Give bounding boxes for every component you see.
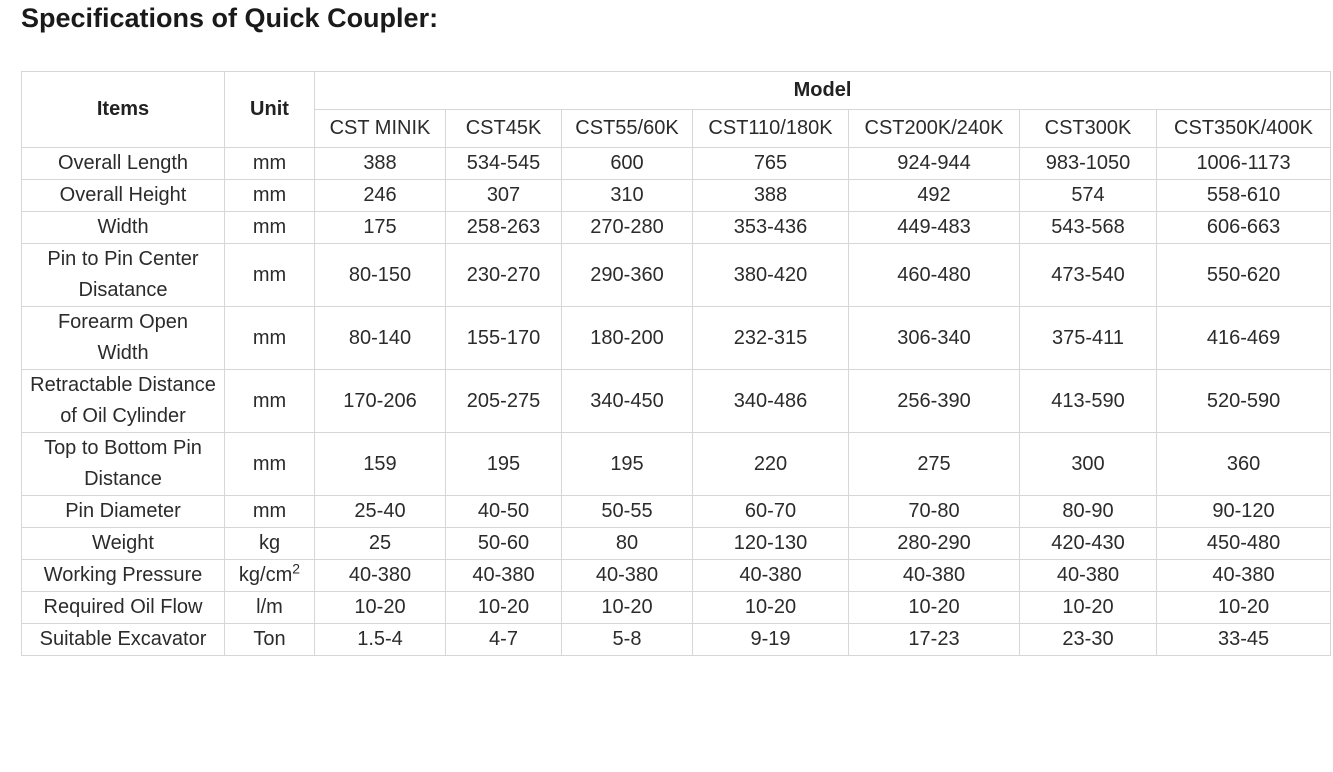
value-cell: 258-263 (446, 212, 562, 244)
value-cell: 460-480 (849, 244, 1020, 307)
value-cell: 420-430 (1020, 528, 1157, 560)
value-cell: 220 (693, 433, 849, 496)
value-cell: 534-545 (446, 148, 562, 180)
model-name: CST55/60K (562, 110, 693, 148)
value-cell: 275 (849, 433, 1020, 496)
value-cell: 10-20 (1020, 592, 1157, 624)
unit-text: kg/cm (238, 564, 293, 586)
unit-text: mm (252, 326, 287, 349)
model-name: CST200K/240K (849, 110, 1020, 148)
model-header: Model (315, 72, 1331, 110)
unit-cell (225, 560, 315, 592)
value-cell: 543-568 (1020, 212, 1157, 244)
unit-cell (225, 624, 315, 656)
value-cell: 270-280 (562, 212, 693, 244)
value-cell: 449-483 (849, 212, 1020, 244)
table-body (22, 148, 1331, 656)
value-cell: 983-1050 (1020, 148, 1157, 180)
table-row (22, 528, 1331, 560)
value-cell: 300 (1020, 433, 1157, 496)
table-row (22, 212, 1331, 244)
item-cell: Overall Height (22, 180, 225, 212)
value-cell: 230-270 (446, 244, 562, 307)
item-cell: Weight (22, 528, 225, 560)
table-row (22, 180, 1331, 212)
unit-text: l/m (256, 596, 283, 618)
value-cell: 155-170 (446, 307, 562, 370)
value-cell: 340-486 (693, 370, 849, 433)
value-cell: 520-590 (1157, 370, 1331, 433)
table-row (22, 244, 1331, 307)
value-cell: 80 (562, 528, 693, 560)
value-cell: 33-45 (1157, 624, 1331, 656)
item-cell: Top to Bottom Pin Distance (22, 433, 225, 496)
value-cell: 40-380 (315, 560, 446, 592)
unit-text: mm (252, 216, 287, 238)
item-cell: Width (22, 212, 225, 244)
value-cell: 175 (315, 212, 446, 244)
item-cell: Retractable Distance of Oil Cylinder (22, 370, 225, 433)
value-cell: 4-7 (446, 624, 562, 656)
unit-cell (225, 307, 315, 370)
value-cell: 492 (849, 180, 1020, 212)
model-name: CST MINIK (315, 110, 446, 148)
item-cell: Required Oil Flow (22, 592, 225, 624)
model-name: CST350K/400K (1157, 110, 1331, 148)
value-cell: 558-610 (1157, 180, 1331, 212)
item-cell: Pin to Pin Center Disatance (22, 244, 225, 307)
value-cell: 450-480 (1157, 528, 1331, 560)
value-cell: 310 (562, 180, 693, 212)
value-cell: 765 (693, 148, 849, 180)
value-cell: 90-120 (1157, 496, 1331, 528)
unit-header: Unit (225, 72, 315, 148)
unit-cell (225, 433, 315, 496)
value-cell: 10-20 (1157, 592, 1331, 624)
value-cell: 306-340 (849, 307, 1020, 370)
value-cell: 5-8 (562, 624, 693, 656)
value-cell: 256-390 (849, 370, 1020, 433)
value-cell: 40-380 (1157, 560, 1331, 592)
item-cell: Pin Diameter (22, 496, 225, 528)
item-cell: Forearm Open Width (22, 307, 225, 370)
table-row (22, 496, 1331, 528)
unit-cell (225, 148, 315, 180)
value-cell: 375-411 (1020, 307, 1157, 370)
value-cell: 40-380 (849, 560, 1020, 592)
value-cell: 40-380 (693, 560, 849, 592)
unit-cell (225, 592, 315, 624)
unit-cell (225, 370, 315, 433)
value-cell: 246 (315, 180, 446, 212)
item-cell: Working Pressure (22, 560, 225, 592)
value-cell: 70-80 (849, 496, 1020, 528)
value-cell: 307 (446, 180, 562, 212)
value-cell: 550-620 (1157, 244, 1331, 307)
value-cell: 50-60 (446, 528, 562, 560)
unit-cell (225, 212, 315, 244)
value-cell: 170-206 (315, 370, 446, 433)
value-cell: 180-200 (562, 307, 693, 370)
value-cell: 80-150 (315, 244, 446, 307)
value-cell: 1.5-4 (315, 624, 446, 656)
unit-cell (225, 244, 315, 307)
unit-text: mm (252, 184, 287, 206)
value-cell: 80-140 (315, 307, 446, 370)
value-cell: 473-540 (1020, 244, 1157, 307)
unit-text: mm (252, 389, 287, 412)
value-cell: 25-40 (315, 496, 446, 528)
model-name: CST110/180K (693, 110, 849, 148)
value-cell: 380-420 (693, 244, 849, 307)
table-row (22, 370, 1331, 433)
unit-cell (225, 496, 315, 528)
unit-text: mm (252, 452, 287, 475)
value-cell: 195 (562, 433, 693, 496)
table-row (22, 592, 1331, 624)
unit-superscript: 2 (292, 560, 301, 577)
value-cell: 290-360 (562, 244, 693, 307)
value-cell: 232-315 (693, 307, 849, 370)
value-cell: 205-275 (446, 370, 562, 433)
value-cell: 60-70 (693, 496, 849, 528)
model-name: CST300K (1020, 110, 1157, 148)
value-cell: 353-436 (693, 212, 849, 244)
unit-text: kg (258, 532, 281, 554)
value-cell: 50-55 (562, 496, 693, 528)
value-cell: 388 (693, 180, 849, 212)
value-cell: 574 (1020, 180, 1157, 212)
item-cell: Overall Length (22, 148, 225, 180)
unit-cell (225, 180, 315, 212)
unit-cell (225, 528, 315, 560)
value-cell: 606-663 (1157, 212, 1331, 244)
value-cell: 924-944 (849, 148, 1020, 180)
value-cell: 195 (446, 433, 562, 496)
value-cell: 40-380 (562, 560, 693, 592)
unit-text: mm (252, 152, 287, 174)
value-cell: 120-130 (693, 528, 849, 560)
value-cell: 10-20 (315, 592, 446, 624)
value-cell: 9-19 (693, 624, 849, 656)
unit-text: Ton (253, 628, 286, 650)
value-cell: 159 (315, 433, 446, 496)
value-cell: 40-50 (446, 496, 562, 528)
table-row (22, 624, 1331, 656)
value-cell: 600 (562, 148, 693, 180)
value-cell: 10-20 (562, 592, 693, 624)
value-cell: 413-590 (1020, 370, 1157, 433)
value-cell: 388 (315, 148, 446, 180)
value-cell: 280-290 (849, 528, 1020, 560)
value-cell: 10-20 (446, 592, 562, 624)
value-cell: 416-469 (1157, 307, 1331, 370)
value-cell: 340-450 (562, 370, 693, 433)
table-row (22, 307, 1331, 370)
unit-text: mm (252, 263, 287, 286)
value-cell: 80-90 (1020, 496, 1157, 528)
table-row (22, 148, 1331, 180)
specifications-table (21, 71, 1331, 656)
model-name: CST45K (446, 110, 562, 148)
value-cell: 17-23 (849, 624, 1020, 656)
page-title: Specifications of Quick Coupler: (21, 3, 439, 33)
value-cell: 1006-1173 (1157, 148, 1331, 180)
value-cell: 25 (315, 528, 446, 560)
value-cell: 360 (1157, 433, 1331, 496)
item-cell: Suitable Excavator (22, 624, 225, 656)
value-cell: 40-380 (1020, 560, 1157, 592)
value-cell: 23-30 (1020, 624, 1157, 656)
value-cell: 40-380 (446, 560, 562, 592)
items-header: Items (22, 72, 225, 148)
table-header (22, 72, 1331, 148)
value-cell: 10-20 (693, 592, 849, 624)
table-row (22, 560, 1331, 592)
value-cell: 10-20 (849, 592, 1020, 624)
unit-text: mm (252, 500, 287, 522)
table-row (22, 433, 1331, 496)
